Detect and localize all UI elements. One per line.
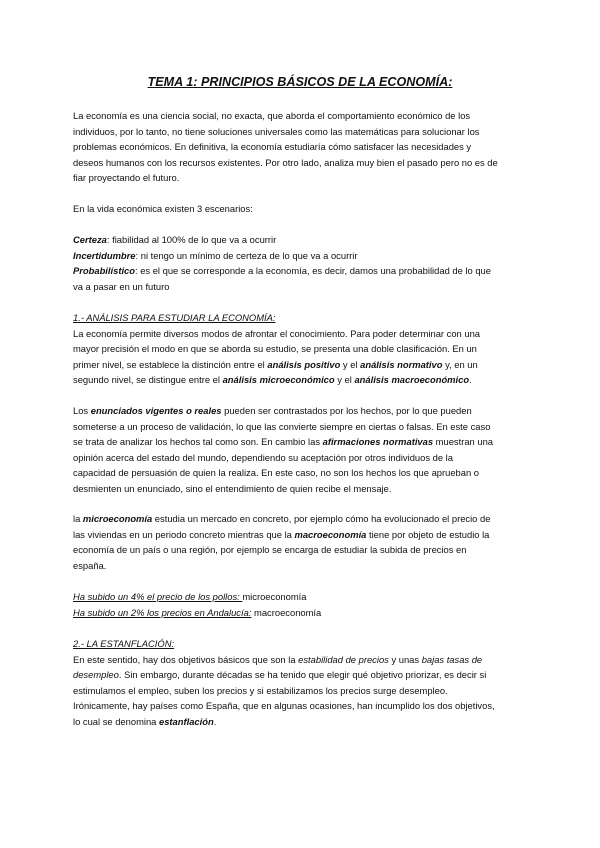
term-probabilistico: Probabilístico xyxy=(73,265,135,276)
definition-certeza: : fiabilidad al 100% de lo que va a ocurrir xyxy=(106,234,277,245)
text-span: pueden ser contrastados por los hechos, por lo que pueden xyxy=(221,405,472,416)
term-microeconomia: microeconomía xyxy=(82,513,153,524)
example-micro xyxy=(73,589,531,605)
text-line: mayor precisión el modo en que se aborda su estudio, se presenta una doble clasificación. En un xyxy=(73,343,477,354)
text-line xyxy=(73,511,531,527)
example-macro-label: macroeconomía xyxy=(251,606,322,618)
text-line: estimulamos el empleo, suben los precios y si estabilizamos los precios surge desempleo. xyxy=(73,684,448,696)
section-1-heading: 1.- ANÁLISIS PARA ESTUDIAR LA ECONOMÍA: xyxy=(73,312,276,323)
text-line: individuos, por lo tanto, no tiene soluciones universales como las matemáticas para solucionar los xyxy=(73,125,480,137)
text-line: La economía es una ciencia social, no exacta, que aborda el comportamiento económico de los xyxy=(73,110,471,121)
text-line: economía de un país o una región, por ejemplo se encarga de estudiar la subida de precios en xyxy=(73,544,467,555)
example-micro-statement: Ha subido un 4% el precio de los pollos: xyxy=(73,591,243,602)
example-micro-label: microeconomía xyxy=(242,591,307,602)
example-macro xyxy=(73,605,531,621)
text-span: . xyxy=(213,715,217,727)
text-span: se trata de analizar los hechos tal como son. En cambio las xyxy=(73,436,323,447)
text-span: muestran una xyxy=(433,436,494,447)
text-line: Irónicamente, hay países como España, que en algunas ocasiones, han incumplido los dos objetivos, xyxy=(73,700,495,711)
text-line xyxy=(73,434,531,450)
text-line: capacidad de persuasión de quien la realiza. En este caso, no son los hechos los que aprueban o xyxy=(73,467,480,478)
section-2 xyxy=(73,636,531,729)
text-span: la xyxy=(73,513,83,524)
text-span: Los xyxy=(73,405,91,416)
text-span: y, en un xyxy=(442,358,478,370)
text-line: deseos humanos con los recursos existentes. Por otro lado, analiza muy bien el pasado pero no es de xyxy=(73,156,498,168)
term-certeza: Certeza xyxy=(73,234,107,245)
text-span: las viviendas en un periodo concreto mientras que la xyxy=(73,528,295,540)
text-span: . xyxy=(469,374,472,385)
text-span: lo cual se denomina xyxy=(73,715,159,727)
text-span: En este sentido, hay dos objetivos básicos que son la xyxy=(73,653,299,665)
definition-probabilistico: : es el que se corresponde a la economía, es decir, damos una probabilidad de lo que xyxy=(135,265,491,276)
text-line xyxy=(73,372,531,388)
term-estanflacion: estanflación xyxy=(159,715,214,727)
term-estabilidad-precios: estabilidad de precios xyxy=(298,653,389,665)
text-line: problemas económicos. En definitiva, la economía estudiaría cómo satisfacer las necesidades y xyxy=(73,141,472,152)
scenario-certeza xyxy=(73,232,531,248)
scenarios-intro: En la vida económica existen 3 escenarios: xyxy=(73,203,253,214)
text-line xyxy=(73,652,531,668)
text-span: . Sin embargo, durante décadas se ha tenido que elegir qué objetivo priorizar, es decir si xyxy=(118,669,487,680)
term-afirmaciones-normativas: afirmaciones normativas xyxy=(322,436,434,447)
text-span: primer nivel, se establece la distinción entre el xyxy=(73,358,268,370)
section-1 xyxy=(73,310,531,388)
text-line xyxy=(73,714,531,730)
text-line: desmienten un enunciado, sino el entendimiento de quien recibe el mensaje. xyxy=(73,482,392,494)
scenario-incertidumbre xyxy=(73,248,531,264)
text-line xyxy=(73,357,531,373)
text-line xyxy=(73,667,531,683)
text-span: tiene por objeto de estudio la xyxy=(366,528,490,540)
term-incertidumbre: Incertidumbre xyxy=(73,249,136,261)
intro-paragraph xyxy=(73,108,531,186)
term-analisis-positivo: análisis positivo xyxy=(267,358,341,370)
text-line xyxy=(73,527,531,543)
text-line: someterse a un proceso de validación, lo que las convierte siempre en ciertas o falsas. En este caso xyxy=(73,420,491,432)
text-line: fiar proyectando el futuro. xyxy=(73,172,180,183)
example-macro-statement: Ha subido un 2% los precios en Andalucía: xyxy=(73,606,252,618)
page-title: TEMA 1: PRINCIPIOS BÁSICOS DE LA ECONOMÍA: xyxy=(147,75,453,89)
text-span: y unas xyxy=(388,653,422,665)
examples-list xyxy=(73,589,531,620)
section-2-heading: 2.- LA ESTANFLACIÓN: xyxy=(73,638,175,649)
text-line xyxy=(73,403,531,419)
text-line: españa. xyxy=(73,559,107,571)
scenarios-list xyxy=(73,232,531,294)
text-span: y el xyxy=(340,358,361,370)
paragraph-micro-macro xyxy=(73,511,531,573)
text-line: va a pasar en un futuro xyxy=(73,280,170,292)
term-desempleo: desempleo xyxy=(73,669,119,680)
text-line: opinión acerca del estado del mundo, dependiendo su aceptación por otros individuos de la xyxy=(73,451,453,463)
term-enunciados-vigentes: enunciados vigentes o reales xyxy=(90,405,222,416)
term-analisis-microeconomico: análisis microeconómico xyxy=(222,374,335,385)
term-bajas-tasas: bajas tasas de xyxy=(421,653,483,665)
text-span: estudia un mercado en concreto, por ejemplo cómo ha evolucionado el precio de xyxy=(152,513,491,524)
text-span: segundo nivel, se distingue entre el xyxy=(73,374,223,385)
scenario-probabilistico xyxy=(73,263,531,279)
term-analisis-macroeconomico: análisis macroeconómico xyxy=(354,374,470,385)
paragraph-enunciados xyxy=(73,403,531,496)
term-macroeconomia: macroeconomía xyxy=(294,528,367,540)
definition-incertidumbre: : ni tengo un mínimo de certeza de lo que va a ocurrir xyxy=(135,249,358,261)
text-line: La economía permite diversos modos de afrontar el conocimiento. Para poder determinar con una xyxy=(73,327,480,339)
term-analisis-normativo: análisis normativo xyxy=(360,358,443,370)
text-span: y el xyxy=(334,374,355,385)
